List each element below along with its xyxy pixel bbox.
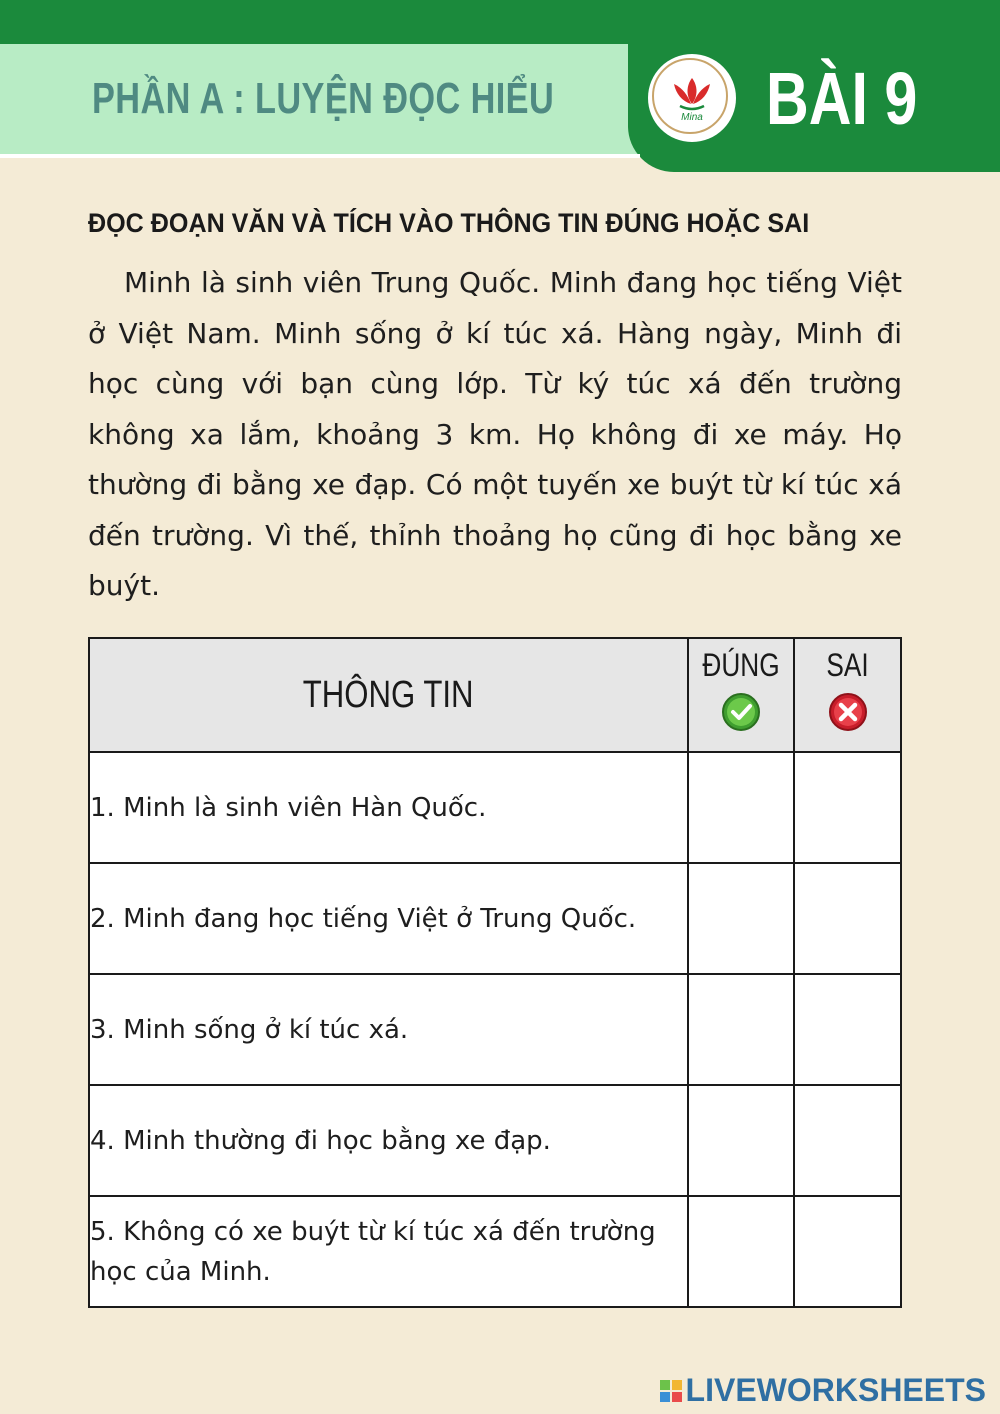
statement-cell: 2. Minh đang học tiếng Việt ở Trung Quốc. [89, 863, 688, 974]
answer-true-cell[interactable] [688, 863, 794, 974]
brand-logo [648, 54, 736, 142]
header-true-label: ĐÚNG [702, 647, 780, 683]
header-divider [0, 154, 640, 158]
check-circle-icon [721, 692, 761, 737]
answer-true-cell[interactable] [688, 974, 794, 1085]
liveworksheets-watermark [660, 1372, 986, 1409]
header-info-label: THÔNG TIN [303, 673, 474, 716]
header-false-label: SAI [826, 647, 869, 683]
section-banner [0, 44, 660, 154]
statement-cell: 1. Minh là sinh viên Hàn Quốc. [89, 752, 688, 863]
table-row [89, 974, 901, 1085]
answer-false-cell[interactable] [794, 1196, 901, 1307]
logo-text: Mina [681, 111, 703, 123]
answer-false-cell[interactable] [794, 974, 901, 1085]
x-circle-icon [828, 692, 868, 737]
lesson-number: BÀI 9 [766, 56, 918, 140]
answer-false-cell[interactable] [794, 1085, 901, 1196]
statement-cell: 5. Không có xe buýt từ kí túc xá đến trường học của Minh. [89, 1196, 688, 1307]
reading-passage: Minh là sinh viên Trung Quốc. Minh đang học tiếng Việt ở Việt Nam. Minh sống ở kí túc xá. Hàng ngày, Minh đi học cùng với bạn cùng lớp. Từ ký túc xá đến trường không xa lắm, khoảng 3 km. Họ không đi xe máy. Họ thường đi bằng xe đạp. Có một tuyến xe buýt từ kí túc xá đến trường. Vì thế, thỉnh thoảng họ cũng đi học bằng xe buýt. [88, 266, 902, 602]
answer-true-cell[interactable] [688, 752, 794, 863]
statement-cell: 3. Minh sống ở kí túc xá. [89, 974, 688, 1085]
table-row [89, 752, 901, 863]
section-title: PHẦN A : LUYỆN ĐỌC HIỂU [92, 74, 555, 123]
answer-true-cell[interactable] [688, 1196, 794, 1307]
answer-false-cell[interactable] [794, 863, 901, 974]
table-header-row [89, 638, 901, 752]
true-false-table [88, 637, 902, 1308]
table-row [89, 1196, 901, 1307]
answer-true-cell[interactable] [688, 1085, 794, 1196]
header-info [89, 638, 688, 752]
answer-false-cell[interactable] [794, 752, 901, 863]
header-true [688, 638, 794, 752]
statement-cell: 4. Minh thường đi học bằng xe đạp. [89, 1085, 688, 1196]
lotus-icon [666, 74, 718, 114]
instruction-heading: ĐỌC ĐOẠN VĂN VÀ TÍCH VÀO THÔNG TIN ĐÚNG HOẶC SAI [88, 208, 810, 238]
liveworksheets-logo-icon [660, 1380, 682, 1402]
table-row [89, 1085, 901, 1196]
footer-brand: LIVEWORKSHEETS [685, 1372, 986, 1408]
table-row [89, 863, 901, 974]
header-false [794, 638, 901, 752]
